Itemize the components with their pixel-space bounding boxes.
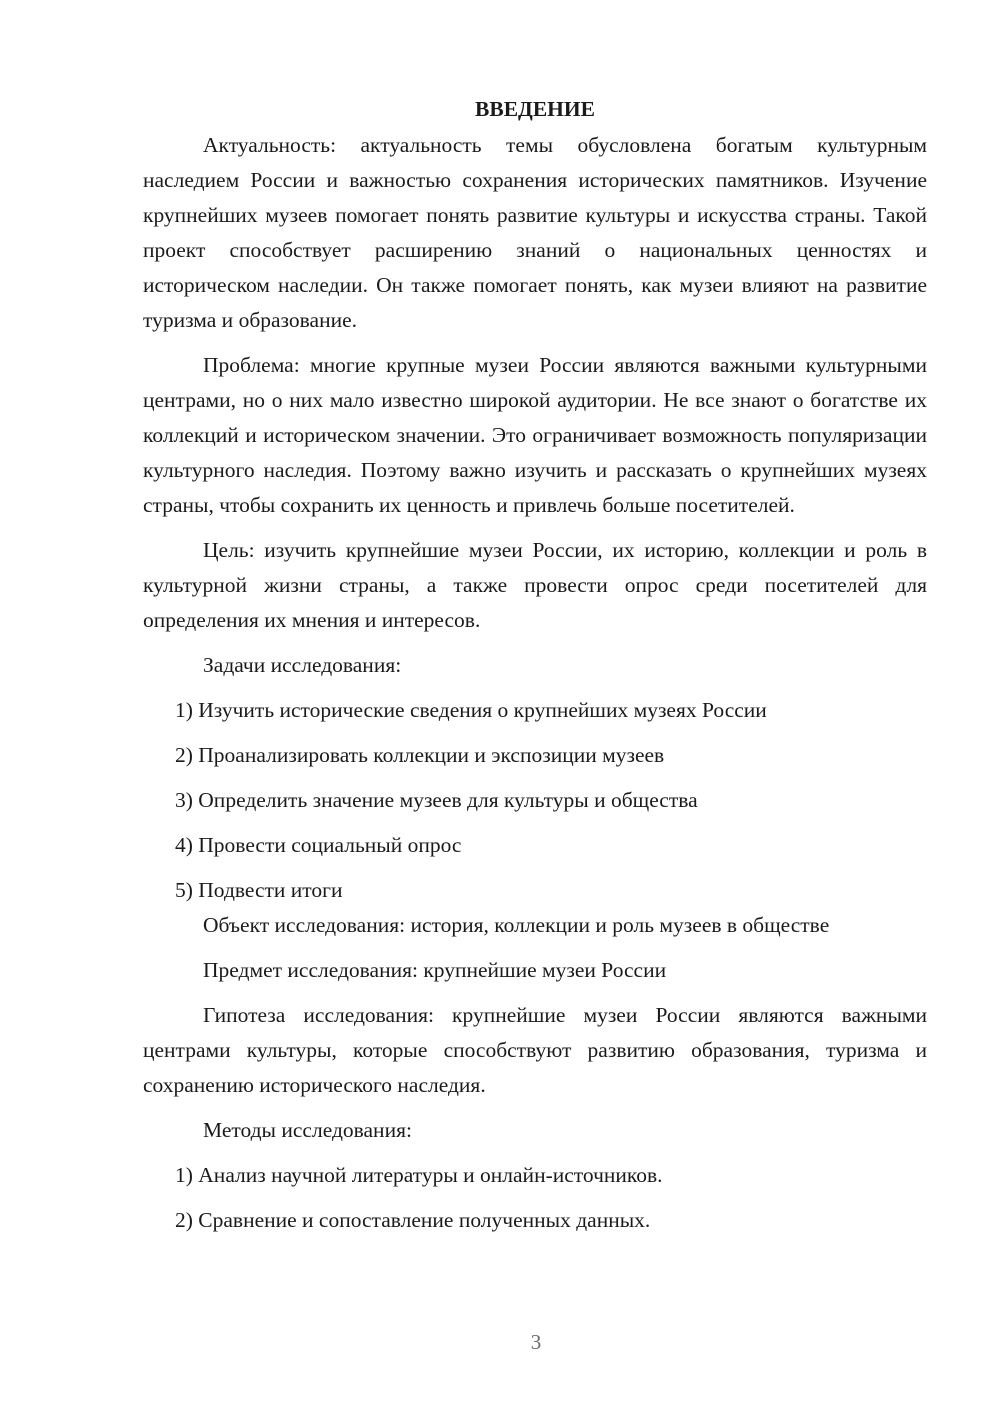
page-number: 3	[530, 1330, 542, 1354]
list-item: 1) Анализ научной литературы и онлайн-источников.	[175, 1163, 663, 1187]
tasks-heading: Задачи исследования:	[203, 653, 402, 677]
page-body	[143, 92, 927, 1238]
hypothesis-paragraph: Гипотеза исследования: крупнейшие музеи России являются важными центрами культуры, которые способствуют развитию образования, туризма и сохранению исторического наследия.	[143, 1003, 927, 1097]
relevance-paragraph: Актуальность: актуальность темы обусловлена богатым культурным наследием России и важностью сохранения исторических памятников. Изучение крупнейших музеев помогает понять развитие культуры и искусства страны. Такой проект способствует расширению знаний о национальных ценностях и историческом наследии. Он также помогает понять, как музеи влияют на развитие туризма и образование.	[143, 133, 927, 332]
list-item: 2) Проанализировать коллекции и экспозиции музеев	[175, 743, 665, 767]
tasks-list	[143, 693, 927, 908]
list-item: 2) Сравнение и сопоставление полученных данных.	[175, 1208, 651, 1232]
list-item: 1) Изучить исторические сведения о крупнейших музеях России	[175, 698, 767, 722]
problem-paragraph: Проблема: многие крупные музеи России являются важными культурными центрами, но о них мало известно широкой аудитории. Не все знают о богатстве их коллекций и историческом значении. Это ограничивает возможность популяризации культурного наследия. Поэтому важно изучить и рассказать о крупнейших музеях страны, чтобы сохранить их ценность и привлечь больше посетителей.	[143, 353, 927, 517]
methods-heading: Методы исследования:	[203, 1118, 412, 1142]
list-item: 4) Провести социальный опрос	[175, 833, 462, 857]
research-subject: Предмет исследования: крупнейшие музеи России	[203, 958, 667, 982]
research-object: Объект исследования: история, коллекции и роль музеев в обществе	[203, 913, 830, 937]
section-title: ВВЕДЕНИЕ	[475, 97, 595, 121]
list-item: 3) Определить значение музеев для культуры и общества	[175, 788, 698, 812]
goal-paragraph: Цель: изучить крупнейшие музеи России, их историю, коллекции и роль в культурной жизни страны, а также провести опрос среди посетителей для определения их мнения и интересов.	[143, 538, 927, 632]
methods-list	[143, 1158, 927, 1238]
list-item: 5) Подвести итоги	[175, 878, 343, 902]
